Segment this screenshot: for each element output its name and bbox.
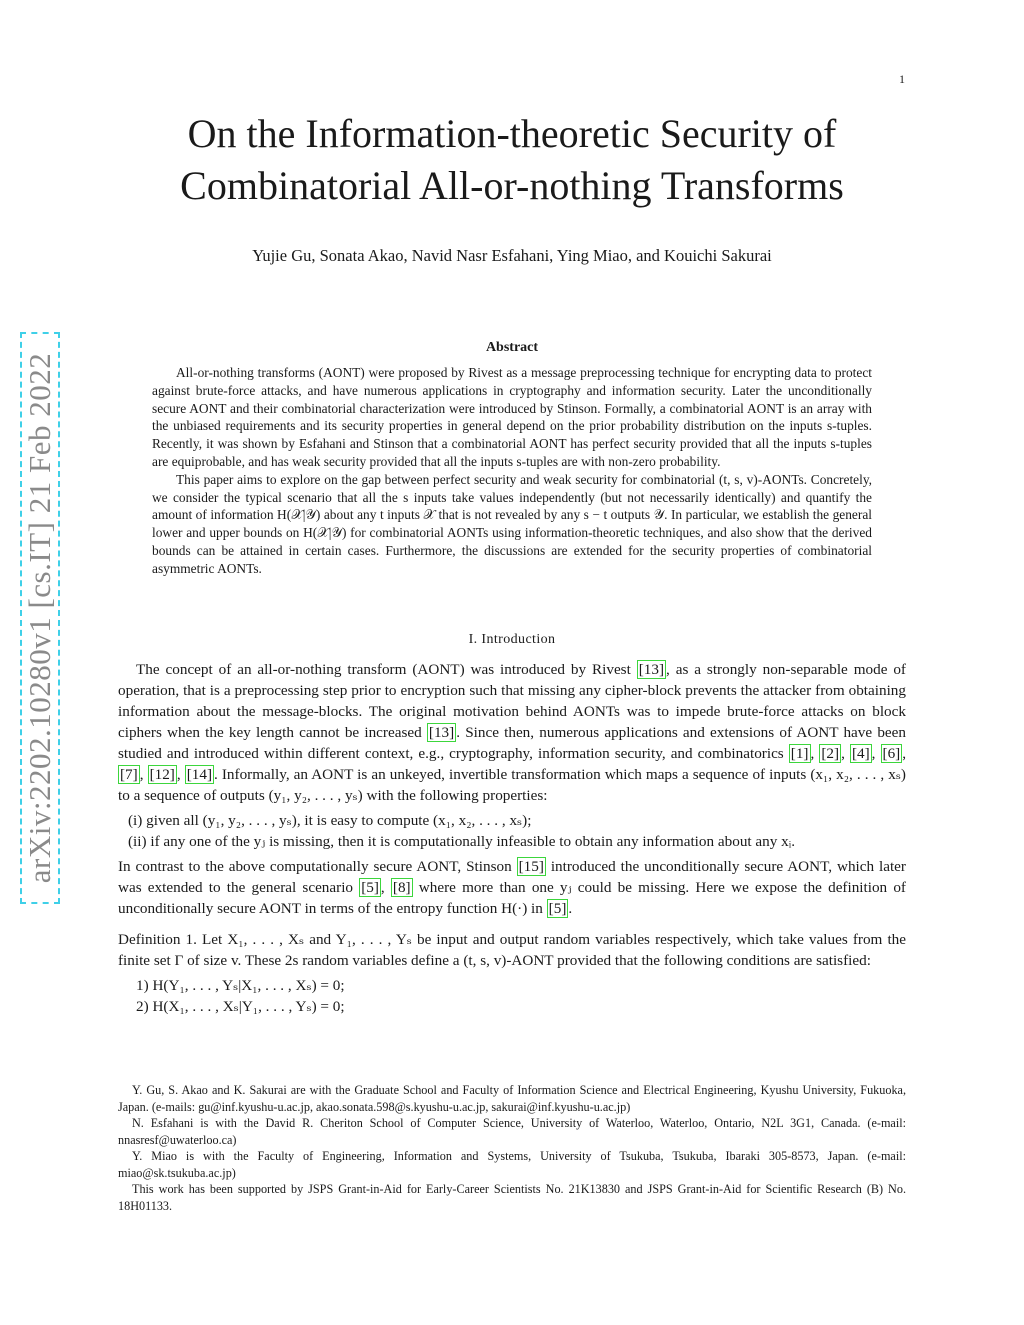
page-number: 1 xyxy=(899,72,905,86)
citation-link[interactable]: [4] xyxy=(851,745,870,762)
citation-link[interactable]: [13] xyxy=(638,661,665,678)
definition-1: Definition 1. Let X₁, . . . , Xₛ and Y₁, . . . , Yₛ be input and output random variables respectively, which take values from the finite set Γ of size v. These 2s random variables define a (t, s, v)-AONT provided that the following conditions are satisfied: xyxy=(118,931,906,969)
arxiv-identifier: arXiv:2202.10280v1 [cs.IT] 21 Feb 2022 xyxy=(22,352,57,884)
citation-link[interactable]: [5] xyxy=(361,879,379,896)
title-line-1: On the Information-theoretic Security of xyxy=(187,111,837,156)
intro-paragraph-2: In contrast to the above computationally secure AONT, Stinson [15] introduced the unconditionally secure AONT, which later was extended to the general scenario [5] , [8] where more than one yⱼ could be missing. Here we expose the definition of unconditionally secure AONT in terms of the entropy function H(·) in [5] . xyxy=(118,858,906,917)
citation-link[interactable]: [2] xyxy=(821,745,840,762)
abstract-heading: Abstract xyxy=(485,340,539,355)
abstract xyxy=(152,364,872,578)
arxiv-identifier-box[interactable] xyxy=(20,332,60,904)
intro-paragraph-1: The concept of an all-or-nothing transform (AONT) was introduced by Rivest [13] , as a strongly non-separable mode of operation, that is a preprocessing step prior to encryption such that missing any cipher-block prevents the attacker from obtaining information about the message-blocks. The original motivation behind AONTs was to impede brute-force attacks on block ciphers when the key length cannot be increased [13] . Since then, numerous applications and extensions of AONT have been studied and introduced within different context, e.g., cryptography, information security, and combinatorics [1] , [2] , [4] , [6] , [7] , [12] , [14] . Informally, an AONT is an unkeyed, invertible transformation which maps a sequence of inputs (x₁, x₂, . . . , xₛ) to a sequence of outputs (y₁, y₂, . . . , yₛ) with the following properties: xyxy=(118,661,907,804)
footnote-2: N. Esfahani is with the David R. Cheriton School of Computer Science, University of Waterloo, Waterloo, Ontario, N2L 3G1, Canada. (e-mail: nnasresf@uwaterloo.ca) xyxy=(118,1116,906,1147)
footnote-1: Y. Gu, S. Akao and K. Sakurai are with the Graduate School and Faculty of Information Science and Electrical Engineering, Kyushu University, Fukuoka, Japan. (e-mails: gu@inf.kyushu-u.ac.jp, akao.sonata.598@s.kyushu-u.ac.jp, sakurai@inf.kyushu-u.ac.jp) xyxy=(118,1083,906,1114)
title-line-2: Combinatorial All-or-nothing Transforms xyxy=(180,163,844,208)
citation-link[interactable]: [6] xyxy=(882,745,901,762)
section-heading-introduction: I. Introduction xyxy=(468,632,556,647)
condition-item-1: 1) H(Y₁, . . . , Yₛ|X₁, . . . , Xₛ) = 0; xyxy=(136,977,345,994)
citation-link[interactable]: [1] xyxy=(790,745,809,762)
citation-link[interactable]: [13] xyxy=(428,724,455,741)
author-list: Yujie Gu, Sonata Akao, Navid Nasr Esfahani, Ying Miao, and Kouichi Sakurai xyxy=(252,246,772,265)
citation-link[interactable]: [12] xyxy=(149,766,175,783)
abstract-paragraph-2: This paper aims to explore on the gap between perfect security and weak security for combinatorial (t, s, v)-AONTs. Concretely, we consider the typical scenario that all the s inputs take values independently (but not necessarily identically) and quantify the amount of information H(𝒳|𝒴) about any t inputs 𝒳 that is not revealed by any s − t outputs 𝒴. In particular, we establish the general lower and upper bounds on H(𝒳|𝒴) for combinatorial AONTs using information-theoretic techniques, and also show that the derived bounds can be attained in certain cases. Furthermore, the discussions are extended for the security properties of combinatorial asymmetric AONTs. xyxy=(152,471,872,576)
property-item-i: (i) given all (y₁, y₂, . . . , yₛ), it is easy to compute (x₁, x₂, . . . , xₛ); xyxy=(128,812,532,829)
condition-item-2: 2) H(X₁, . . . , Xₛ|Y₁, . . . , Yₛ) = 0; xyxy=(136,998,345,1015)
footnotes xyxy=(118,1082,906,1214)
citation-link[interactable]: [8] xyxy=(392,879,411,896)
paper-title xyxy=(112,108,912,212)
condition-list xyxy=(118,975,906,1017)
footnote-3: Y. Miao is with the Faculty of Engineering, Information and Systems, University of Tsukuba, Tsukuba, Ibaraki 305-8573, Japan. (e-mail: miao@sk.tsukuba.ac.jp) xyxy=(118,1149,906,1180)
citation-link[interactable]: [7] xyxy=(120,766,138,783)
footnote-4: This work has been supported by JSPS Grant-in-Aid for Early-Career Scientists No. 21K13830 and JSPS Grant-in-Aid for Scientific Research (B) No. 18H01133. xyxy=(118,1182,906,1213)
property-item-ii: (ii) if any one of the yⱼ is missing, then it is computationally infeasible to obtain any information about any xᵢ. xyxy=(128,833,796,850)
property-list xyxy=(118,810,906,852)
abstract-paragraph-1: All-or-nothing transforms (AONT) were proposed by Rivest as a message preprocessing technique for encrypting data to protect against brute-force attacks, and have numerous applications in cryptography and information security. Later the unconditionally secure AONT and their combinatorial characterization were introduced by Stinson. Formally, a combinatorial AONT is an array with the unbiased requirements and its security properties in general depend on the prior probability distribution on the inputs s-tuples. Recently, it was shown by Esfahani and Stinson that a combinatorial AONT has perfect security provided that all the inputs s-tuples are equiprobable, and has weak security provided that all the inputs s-tuples are with non-zero probability. xyxy=(152,365,872,469)
citation-link[interactable]: [14] xyxy=(186,766,213,783)
citation-link[interactable]: [15] xyxy=(518,858,544,875)
citation-link[interactable]: [5] xyxy=(548,900,567,917)
body-text xyxy=(118,659,906,1021)
